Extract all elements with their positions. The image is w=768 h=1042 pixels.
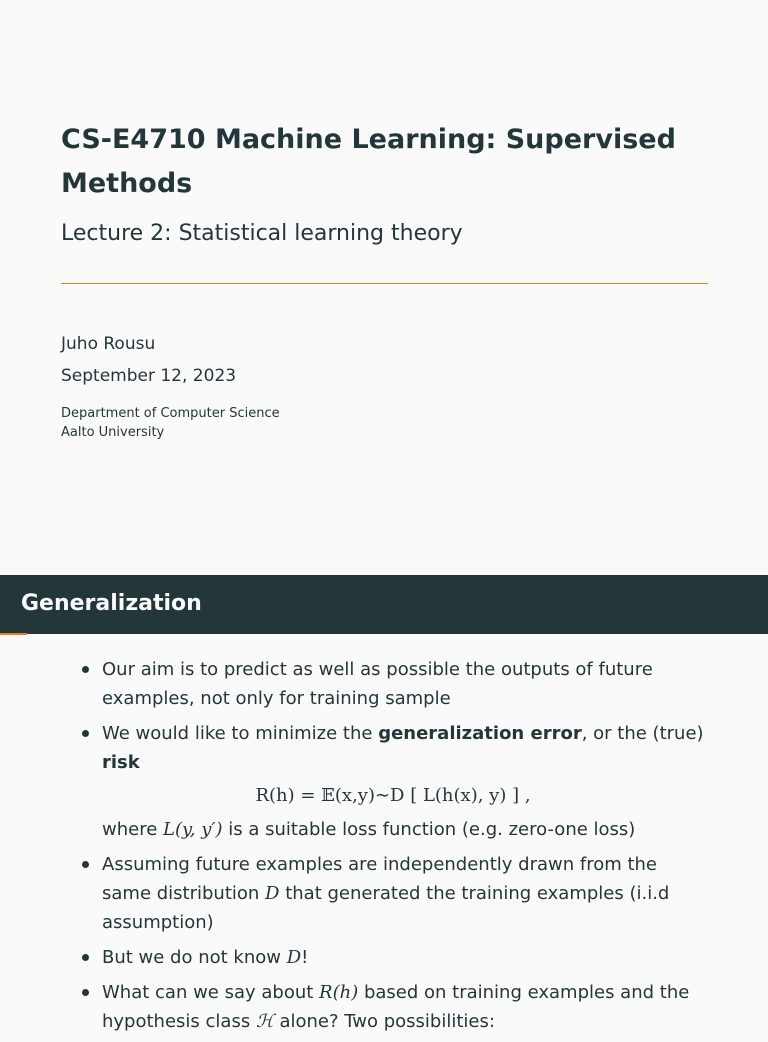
institute-department: Department of Computer Science bbox=[61, 406, 280, 421]
author-name: Juho Rousu bbox=[61, 334, 156, 354]
loss-function-math: L(y, y′) bbox=[163, 819, 223, 840]
bullet-text: Our aim is to predict as well as possible the outputs of future examples, not only for training sample bbox=[102, 659, 653, 709]
progress-bar bbox=[0, 633, 27, 635]
slide-subtitle: Lecture 2: Statistical learning theory bbox=[61, 221, 463, 246]
slide-title: CS-E4710 Machine Learning: Supervised Methods bbox=[61, 124, 676, 199]
distribution-math: D bbox=[265, 883, 280, 904]
institute-block bbox=[61, 404, 280, 442]
presentation-date: September 12, 2023 bbox=[61, 366, 237, 386]
frame-header bbox=[0, 575, 768, 634]
bullet-item bbox=[78, 978, 708, 1036]
title-separator-rule bbox=[61, 283, 708, 284]
bullet-text-mid: , or the (true) bbox=[581, 723, 704, 744]
distribution-math: D bbox=[286, 947, 302, 968]
bullet-text-pre: But we do not know bbox=[102, 947, 287, 968]
where-pre: where bbox=[102, 819, 164, 840]
formula-text: R(h) = 𝔼(x,y)∼D [ L(h(x), y) ] , bbox=[255, 785, 531, 806]
term-generalization-error: generalization error bbox=[378, 723, 582, 744]
bullet-item bbox=[78, 719, 708, 844]
bullet-text-pre: What can we say about bbox=[102, 982, 320, 1003]
institute-university: Aalto University bbox=[61, 425, 165, 440]
risk-math: R(h) bbox=[319, 982, 359, 1003]
bullet-text-pre: Assuming future examples are independently drawn from the same distribution bbox=[102, 854, 658, 904]
risk-formula bbox=[78, 779, 708, 813]
frame-title: Generalization bbox=[21, 591, 202, 616]
term-risk: risk bbox=[102, 752, 140, 773]
bullet-item bbox=[78, 850, 708, 937]
bullet-item bbox=[78, 943, 708, 972]
bullet-text-pre: We would like to minimize the bbox=[102, 723, 379, 744]
bullet-text-post: that generated the training examples (i.i.d assumption) bbox=[102, 883, 670, 933]
hypothesis-class-math: ℋ bbox=[255, 1011, 274, 1032]
bullet-list bbox=[78, 655, 708, 1042]
bullet-text-post: alone? Two possibilities: bbox=[273, 1011, 495, 1032]
bullet-text-mid: based on training examples and the hypothesis class bbox=[102, 982, 690, 1032]
bullet-text-post: ! bbox=[301, 947, 309, 968]
bullet-item bbox=[78, 655, 708, 713]
where-post: is a suitable loss function (e.g. zero-one loss) bbox=[222, 819, 636, 840]
